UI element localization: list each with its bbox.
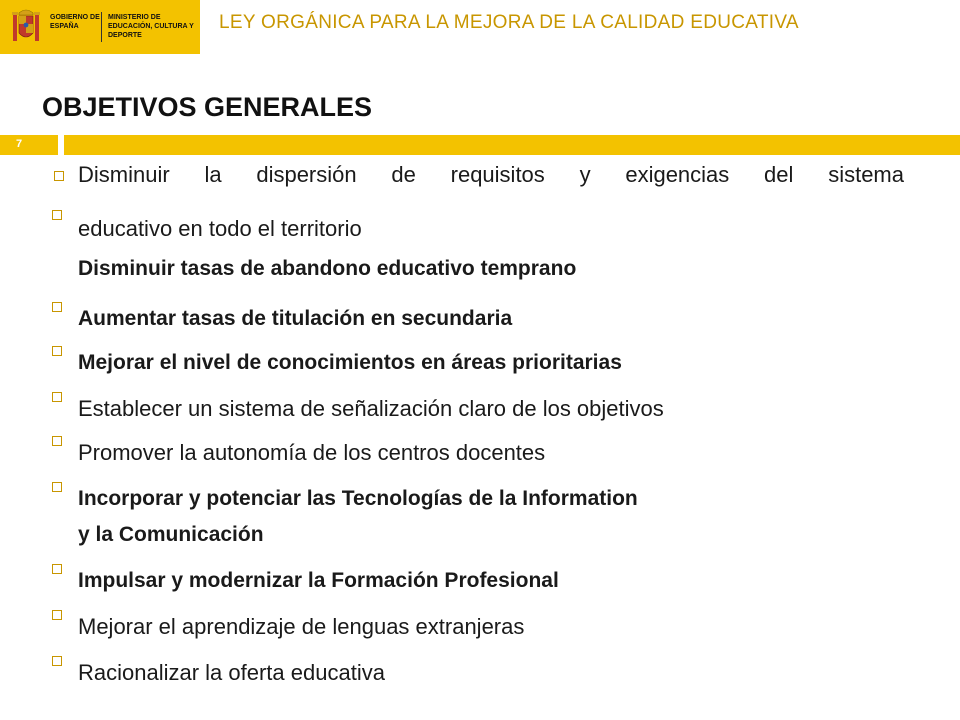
- square-bullet-icon: [52, 346, 62, 356]
- square-bullet-icon: [52, 610, 62, 620]
- list-item-text: y la Comunicación: [78, 523, 264, 546]
- square-bullet-icon: [52, 564, 62, 574]
- slide-heading: OBJETIVOS GENERALES: [42, 92, 373, 122]
- list-item-text: Mejorar el aprendizaje de lenguas extranjeras: [78, 614, 525, 639]
- list-item-text: Racionalizar la oferta educativa: [78, 660, 385, 685]
- document-title: LEY ORGÁNICA PARA LA MEJORA DE LA CALIDAD EDUCATIVA: [219, 12, 799, 33]
- gobierno-label: GOBIERNO DE ESPAÑA: [50, 14, 100, 30]
- list-item-text: Mejorar el nivel de conocimientos en áreas prioritarias: [78, 351, 622, 374]
- square-bullet-icon: [52, 210, 62, 220]
- square-bullet-icon: [52, 482, 62, 492]
- ministerio-label: MINISTERIO DE EDUCACIÓN, CULTURA Y DEPORTE: [108, 14, 194, 39]
- list-item-text: Establecer un sistema de señalización claro de los objetivos: [78, 396, 664, 421]
- list-item-text: Impulsar y modernizar la Formación Profesional: [78, 569, 559, 592]
- list-item-text: Disminuir la dispersión de requisitos y exigencias del sistema: [78, 162, 904, 187]
- list-item-text: Aumentar tasas de titulación en secundaria: [78, 307, 513, 330]
- square-bullet-icon: [52, 302, 62, 312]
- square-bullet-icon: [54, 171, 64, 181]
- list-item-text: educativo en todo el territorio: [78, 216, 362, 241]
- list-item-text: Disminuir tasas de abandono educativo temprano: [78, 257, 577, 280]
- list-item-text: Incorporar y potenciar las Tecnologías de la Information: [78, 487, 638, 510]
- square-bullet-icon: [52, 392, 62, 402]
- square-bullet-icon: [52, 656, 62, 666]
- page-number: 7: [16, 138, 23, 150]
- list-item-text: Promover la autonomía de los centros docentes: [78, 440, 546, 465]
- square-bullet-icon: [52, 436, 62, 446]
